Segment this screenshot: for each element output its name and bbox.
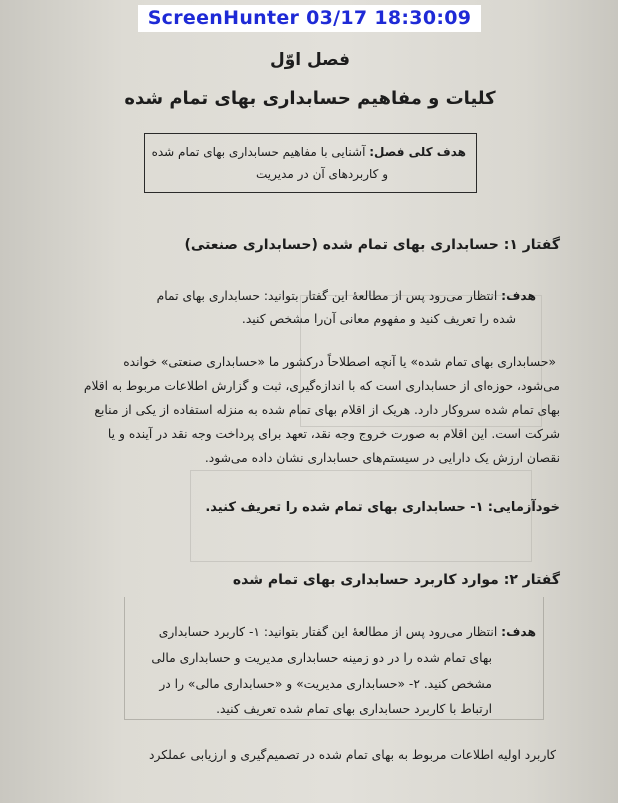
section-1-paragraph-line: «حسابداری بهای تمام شده» یا آنچه اصطلاحاً درکشور ما «حسابداری صنعتی» خوانده: [123, 355, 556, 369]
section-2-heading: گفتار ۲: موارد کاربرد حسابداری بهای تمام شده: [232, 572, 560, 588]
section-2-goal-text: انتظار می‌رود پس از مطالعهٔ این گفتار بتوانید: ۱- کاربرد حسابداری: [158, 625, 498, 639]
section-1-goal-text: انتظار می‌رود پس از مطالعهٔ این گفتار بتوانید: حسابداری بهای تمام: [156, 289, 498, 303]
section-2-goal-line-2: بهای تمام شده را در دو زمینه حسابداری مدیریت و حسابداری مالی: [151, 651, 492, 665]
section-1-goal-label: هدف:: [501, 289, 536, 303]
section-2-goal-line-1: [159, 625, 536, 639]
screenhunter-timestamp: ScreenHunter 03/17 18:30:09: [138, 5, 481, 32]
objective-line-2: و کاربردهای آن در مدیریت: [256, 167, 388, 181]
section-1-goal-line-1: [157, 289, 536, 303]
section-1-goal-line-2: شده را تعریف کنید و مفهوم معانی آن‌را مشخص کنید.: [241, 312, 516, 326]
chapter-objective-box: [144, 133, 477, 193]
chapter-title: کلیات و مفاهیم حسابداری بهای تمام شده: [124, 88, 496, 109]
section-1-paragraph-line: بهای تمام شده سروکار دارد. هریک از اقلام بهای تمام شده به منزله استفاده از یکی از منابع: [94, 403, 560, 417]
self-test: [205, 500, 560, 515]
self-test-question: ۱- حسابداری بهای تمام شده را تعریف کنید.: [205, 500, 484, 515]
bleed-through-frame: [190, 470, 532, 562]
objective-line-1: [152, 145, 466, 159]
objective-label: هدف کلی فصل:: [369, 145, 466, 159]
chapter-number: فصل اوّل: [269, 50, 351, 70]
section-2-goal-label: هدف:: [501, 625, 536, 639]
self-test-label: خودآزمایی:: [487, 500, 560, 515]
section-2-goal-line-4: ارتباط با کاربرد حسابداری بهای تمام شده تعریف کنید.: [216, 702, 492, 716]
section-1-paragraph-line: شرکت است. این اقلام به صورت خروج وجه نقد، تعهد برای پرداخت وجه نقد در آینده و یا: [107, 427, 560, 441]
section-1-paragraph-line: نقصان ارزش یک دارایی در سیستم‌های حسابداری نشان داده می‌شود.: [204, 451, 560, 465]
section-2-paragraph-line: کاربرد اولیه اطلاعات مربوط به بهای تمام شده در تصمیم‌گیری و ارزیابی عملکرد: [149, 748, 556, 762]
objective-text-1: آشنایی با مفاهیم حسابداری بهای تمام شده: [151, 145, 366, 159]
section-2-goal-line-3: مشخص کنید. ۲- «حسابداری مدیریت» و «حسابداری مالی» را در: [159, 677, 492, 691]
section-1-paragraph-line: می‌شود، حوزه‌ای از حسابداری است که با اندازه‌گیری، ثبت و گزارش اطلاعات مربوط به اقلام: [83, 379, 560, 393]
section-1-heading: گفتار ۱: حسابداری بهای تمام شده (حسابداری صنعتی): [184, 237, 560, 253]
